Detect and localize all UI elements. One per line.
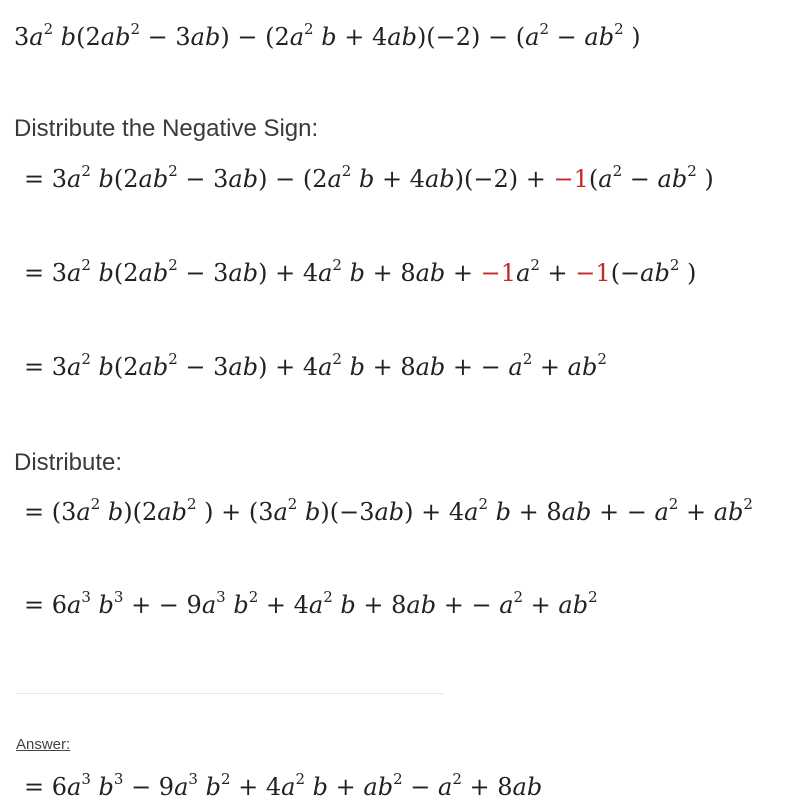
step2-line-1 <box>24 495 753 529</box>
problem-expression <box>14 20 641 54</box>
step1-line-2-text: = $3a^2$ $b(2ab^2 - 3ab) + 4a^2$ $b + 8ab + -1a^2 + -1(-ab^2$ ) <box>24 256 697 287</box>
answer-expression-text: = $6a^3$ $b^3 - 9a^3$ $b^2 + 4a^2$ $b + ab^2 - a^2 + 8ab$ <box>24 770 543 801</box>
answer-expression <box>24 770 542 804</box>
answer-label: Answer: <box>16 736 71 753</box>
problem-expression-text: $3a^2$ $b(2ab^2 - 3ab) - (2a^2$ $b + 4ab)(-2) - (a^2 - ab^2$ ) <box>14 20 641 51</box>
step2-line-2-text: = $6a^3$ $b^3$ + − $9a^3$ $b^2 + 4a^2$ b + 8ab + − $a^2 + ab^2$ <box>24 588 598 619</box>
step1-line-3 <box>24 350 607 384</box>
step1-line-3-text: = $3a^2$ $b(2ab^2 - 3ab) + 4a^2$ b + 8ab + − $a^2 + ab^2$ <box>24 350 607 381</box>
step1-line-1 <box>24 162 714 196</box>
step2-line-2 <box>24 588 598 622</box>
step2-line-1-text: = ($3a^2$ $b)(2ab^2$ ) + ($3a^2$ $b)(-3ab) + 4a^2$ b + 8ab + − $a^2 + ab^2$ <box>24 495 753 526</box>
step2-heading: Distribute: <box>14 449 123 476</box>
step1-heading: Distribute the Negative Sign: <box>14 115 319 142</box>
section-divider <box>16 693 444 694</box>
step1-line-2 <box>24 256 696 290</box>
step1-line-1-text: = $3a^2$ $b(2ab^2 - 3ab) - (2a^2$ $b + 4ab)(-2) + -1(a^2 - ab^2$ ) <box>24 162 714 193</box>
